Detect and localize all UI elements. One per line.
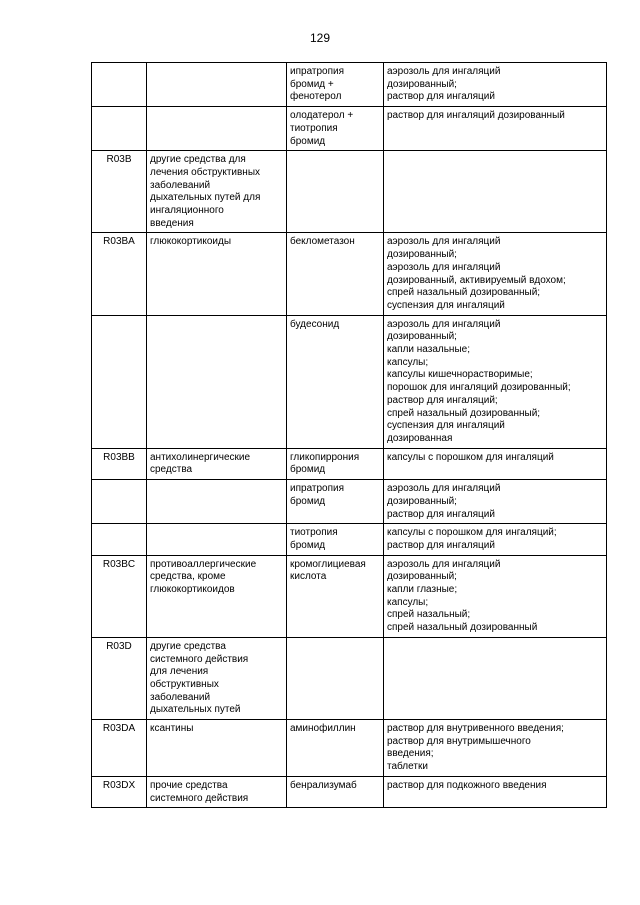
substance-line: кислота [290,571,327,583]
substance-line: фенотерол [290,91,342,103]
table-row [92,776,607,807]
group-line: для лечения [150,666,209,678]
group-line: заболеваний [150,179,211,191]
dosage-forms-cell [384,233,607,315]
forms-line: аэрозоль для ингаляций [387,318,501,330]
forms-line: аэрозоль для ингаляций [387,236,501,248]
forms-line: дозированный, активируемый вдохом; [387,274,566,286]
dosage-forms-cell [384,637,607,719]
anatomical-therapeutic-group-cell [147,448,287,479]
medicinal-substance-cell [287,480,384,524]
forms-line: аэрозоль для ингаляций [387,66,501,77]
forms-line: раствор для ингаляций; [387,394,498,406]
medicinal-substance-cell [287,720,384,777]
forms-line: капсулы; [387,596,429,608]
dosage-forms-cell [384,315,607,448]
group-line: системного действия [150,792,249,804]
anatomical-therapeutic-group-cell [147,315,287,448]
forms-line: спрей назальный дозированный [387,622,538,634]
forms-line: капсулы; [387,356,429,368]
forms-line: дозированная [387,432,453,444]
forms-line: капсулы кишечнорастворимые; [387,369,533,381]
substance-line: бромид [290,539,326,551]
substance-line: бромид [290,135,326,147]
atc-code-cell [92,480,147,524]
table-row [92,480,607,524]
medicinal-substance-cell [287,776,384,807]
table-row [92,63,607,107]
forms-line: суспензия для ингаляций [387,420,505,432]
table-row [92,107,607,151]
group-line: ксантины [150,723,194,735]
dosage-forms-cell [384,524,607,555]
forms-line: дозированный; [387,249,457,261]
forms-line: раствор для ингаляций [387,539,495,551]
atc-code-cell: R03DX [92,776,147,807]
dosage-forms-cell [384,151,607,233]
forms-line: введения; [387,748,434,760]
group-line: противоаллергические [150,558,257,570]
atc-code-cell: R03D [92,637,147,719]
table-row [92,448,607,479]
substance-line: бромид [290,464,326,476]
dosage-forms-cell [384,555,607,637]
table-row [92,233,607,315]
forms-line: таблетки [387,761,428,773]
group-line: антихолинергические [150,451,251,463]
forms-line: спрей назальный; [387,609,471,621]
table-row [92,637,607,719]
drug-classification-table [91,62,607,808]
atc-code-cell: R03BC [92,555,147,637]
substance-line: ипратропия [290,66,345,77]
atc-code-cell: R03DA [92,720,147,777]
medicinal-substance-cell [287,63,384,107]
forms-line: раствор для внутривенного введения; [387,723,564,735]
substance-line: тиотропия [290,122,338,134]
group-line: другие средства для [150,154,246,166]
atc-code-cell: R03BA [92,233,147,315]
anatomical-therapeutic-group-cell [147,107,287,151]
forms-line: спрей назальный дозированный; [387,287,541,299]
group-line: обструктивных [150,678,219,690]
dosage-forms-cell [384,63,607,107]
dosage-forms-cell [384,448,607,479]
forms-line: раствор для подкожного введения [387,779,547,791]
forms-line: раствор для внутримышечного [387,735,531,747]
group-line: введения [150,217,194,229]
substance-line: будесонид [290,318,340,330]
medicinal-substance-cell [287,637,384,719]
atc-code-cell [92,63,147,107]
group-line: глюкокортикоиды [150,236,232,248]
group-line: средства, кроме [150,571,226,583]
medicinal-substance-cell [287,233,384,315]
anatomical-therapeutic-group-cell [147,555,287,637]
substance-line: бромид [290,495,326,507]
dosage-forms-cell [384,776,607,807]
group-line: лечения обструктивных [150,166,261,178]
substance-line: бенрализумаб [290,779,357,791]
dosage-forms-cell [384,720,607,777]
forms-line: капли глазные; [387,584,458,596]
group-line: другие средства [150,640,226,652]
medicinal-substance-cell [287,315,384,448]
substance-line: беклометазон [290,236,355,248]
forms-line: раствор для ингаляций [387,508,495,520]
forms-line: порошок для ингаляций дозированный; [387,382,571,394]
substance-line: тиотропия [290,527,338,539]
anatomical-therapeutic-group-cell [147,637,287,719]
forms-line: раствор для ингаляций [387,91,495,103]
group-line: ингаляционного [150,205,224,217]
anatomical-therapeutic-group-cell [147,776,287,807]
forms-line: аэрозоль для ингаляций [387,261,501,273]
anatomical-therapeutic-group-cell [147,151,287,233]
group-line: прочие средства [150,779,228,791]
atc-code-cell [92,107,147,151]
medicinal-substance-cell [287,107,384,151]
table-row [92,315,607,448]
table-row [92,151,607,233]
group-line: средства [150,464,193,476]
atc-code-cell: R03B [92,151,147,233]
forms-line: дозированный; [387,571,457,583]
medicinal-substance-cell [287,448,384,479]
group-line: системного действия [150,653,249,665]
forms-line: аэрозоль для ингаляций [387,558,501,570]
anatomical-therapeutic-group-cell [147,524,287,555]
table-row [92,555,607,637]
substance-line: аминофиллин [290,723,356,735]
table-row [92,524,607,555]
substance-line: олодатерол + [290,110,354,122]
group-line: дыхательных путей для [150,192,261,204]
anatomical-therapeutic-group-cell [147,63,287,107]
group-line: глюкокортикоидов [150,584,235,596]
dosage-forms-cell [384,107,607,151]
forms-line: капли назальные; [387,344,470,356]
atc-code-cell [92,315,147,448]
medicinal-substance-cell [287,555,384,637]
medicinal-substance-cell [287,524,384,555]
atc-code-cell: R03BB [92,448,147,479]
group-line: дыхательных путей [150,704,241,716]
table-row [92,720,607,777]
substance-line: кромоглициевая [290,558,366,570]
medicinal-substance-cell [287,151,384,233]
group-line: заболеваний [150,691,211,703]
dosage-forms-cell [384,480,607,524]
table-body [92,63,607,808]
anatomical-therapeutic-group-cell [147,233,287,315]
forms-line: спрей назальный дозированный; [387,407,541,419]
substance-line: гликопиррония [290,451,360,463]
anatomical-therapeutic-group-cell [147,480,287,524]
page-number: 129 [309,31,331,45]
anatomical-therapeutic-group-cell [147,720,287,777]
forms-line: дозированный; [387,78,457,90]
forms-line: капсулы с порошком для ингаляций [387,451,554,463]
forms-line: аэрозоль для ингаляций [387,483,501,495]
substance-line: ипратропия [290,483,345,495]
forms-line: раствор для ингаляций дозированный [387,110,565,122]
atc-code-cell [92,524,147,555]
forms-line: суспензия для ингаляций [387,299,505,311]
substance-line: бромид + [290,78,334,90]
forms-line: капсулы с порошком для ингаляций; [387,527,557,539]
forms-line: дозированный; [387,495,457,507]
forms-line: дозированный; [387,331,457,343]
